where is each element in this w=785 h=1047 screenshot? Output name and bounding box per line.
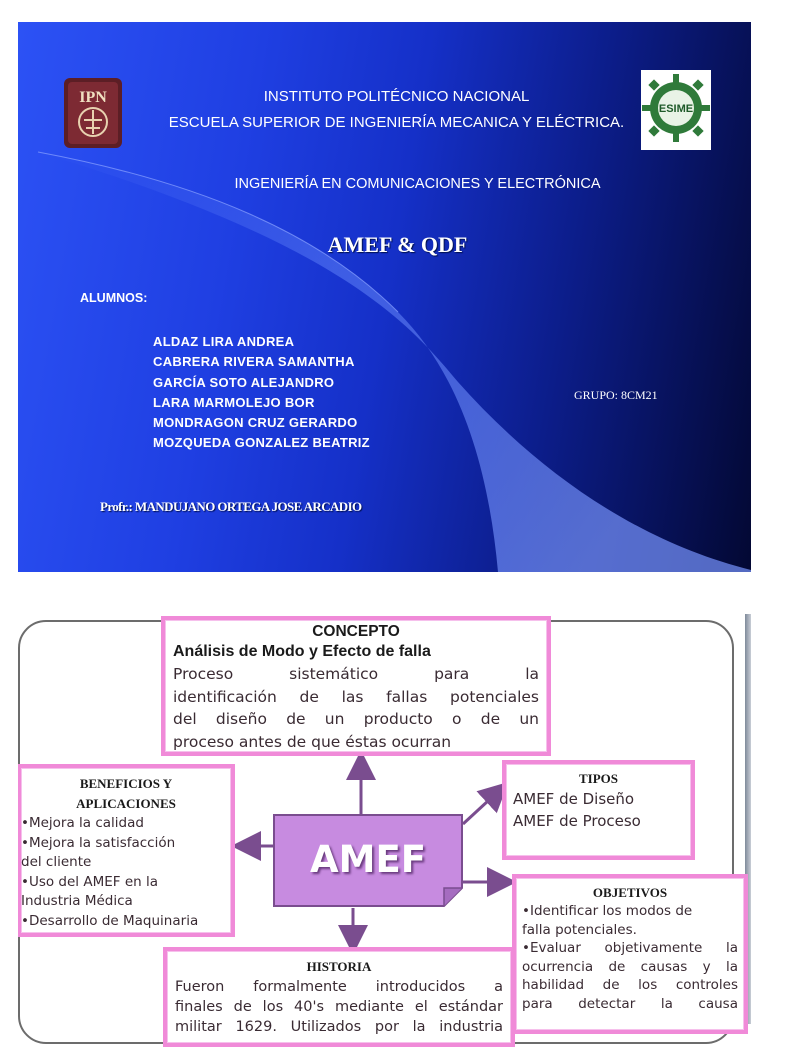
group-label: GRUPO: 8CM21 — [574, 388, 658, 402]
student-name: ALDAZ LIRA ANDREA — [153, 334, 295, 349]
ipn-logo-text: IPN — [79, 89, 107, 106]
concept-line: identificación de las fallas potenciales — [173, 687, 539, 706]
benefits-heading-line: BENEFICIOS Y — [79, 776, 173, 791]
benefit-item: •Desarrollo de Maquinaria — [21, 912, 199, 929]
objectives-list — [516, 902, 744, 1013]
benefit-item: •Uso del AMEF en la — [21, 873, 158, 890]
concept-line: del diseño de un producto o de un — [173, 710, 539, 728]
students-list — [153, 332, 370, 454]
objectives-box — [512, 874, 748, 1034]
concept-box — [161, 616, 551, 756]
students-label: ALUMNOS: — [80, 291, 148, 305]
types-box — [502, 760, 695, 860]
history-line: militar 1629. Utilizados por la industria — [175, 1019, 503, 1035]
objective-item: ocurrencia de causas y la — [522, 958, 738, 975]
objective-item: habilidad de los controles — [522, 977, 738, 993]
benefit-item: Industria Médica — [21, 893, 133, 909]
student-name: CABRERA RIVERA SAMANTHA — [153, 354, 355, 370]
career-name: INGENIERÍA EN COMUNICACIONES Y ELECTRÓNICA — [234, 176, 601, 192]
title-slide — [18, 22, 751, 572]
concept-heading: CONCEPTO — [312, 623, 400, 640]
history-line: finales de los 40's mediante el estándar — [175, 999, 503, 1015]
institute-name: INSTITUTO POLITÉCNICO NACIONAL — [263, 88, 530, 105]
concept-text — [173, 663, 539, 753]
objective-item: •Identificar los modos de — [522, 903, 693, 919]
institute-header — [18, 84, 753, 136]
history-line: Fueron formalmente introducidos a — [175, 979, 503, 995]
concept-subheading: Análisis de Modo y Efecto de falla — [173, 643, 431, 660]
concept-line: Proceso sistemático para la — [173, 665, 539, 683]
history-heading: HISTORIA — [306, 959, 372, 974]
benefits-list — [21, 814, 231, 931]
concept-line: proceso antes de que éstas ocurran — [173, 732, 452, 751]
professor-name: Profr.: MANDUJANO ORTEGA JOSE ARCADIO — [100, 499, 362, 514]
benefit-item: •Mejora la satisfacción — [21, 834, 176, 851]
amef-center-label: AMEF — [309, 838, 426, 881]
benefits-box — [18, 764, 235, 937]
benefit-item: del cliente — [21, 854, 92, 870]
type-item: AMEF de Diseño — [513, 790, 635, 808]
student-name: LARA MARMOLEJO BOR — [153, 394, 315, 410]
student-name: MONDRAGON CRUZ GERARDO — [153, 415, 358, 431]
esime-logo-text: ESIME — [658, 103, 694, 115]
benefits-heading — [21, 774, 231, 814]
benefit-item: •Mejora la calidad — [21, 815, 144, 831]
objective-item: para detectar la causa — [522, 995, 738, 1012]
objective-item: falla potenciales. — [522, 921, 637, 938]
types-list — [506, 788, 691, 832]
objective-item: •Evaluar objetivamente la — [522, 940, 738, 956]
objectives-heading: OBJETIVOS — [592, 885, 668, 900]
student-name: MOZQUEDA GONZALEZ BEATRIZ — [153, 435, 370, 451]
presentation-title: AMEF & QDF — [327, 232, 468, 257]
types-heading: TIPOS — [578, 771, 618, 786]
amef-diagram-slide — [18, 614, 751, 1035]
student-name: GARCÍA SOTO ALEJANDRO — [153, 374, 335, 390]
history-box — [163, 947, 515, 1047]
benefits-heading-line: APLICACIONES — [76, 796, 176, 811]
arrow-to-types — [463, 788, 502, 824]
school-name: ESCUELA SUPERIOR DE INGENIERÍA MECANICA Y ELÉCTRICA. — [168, 114, 625, 131]
type-item: AMEF de Proceso — [513, 812, 641, 830]
history-text — [175, 977, 503, 1037]
